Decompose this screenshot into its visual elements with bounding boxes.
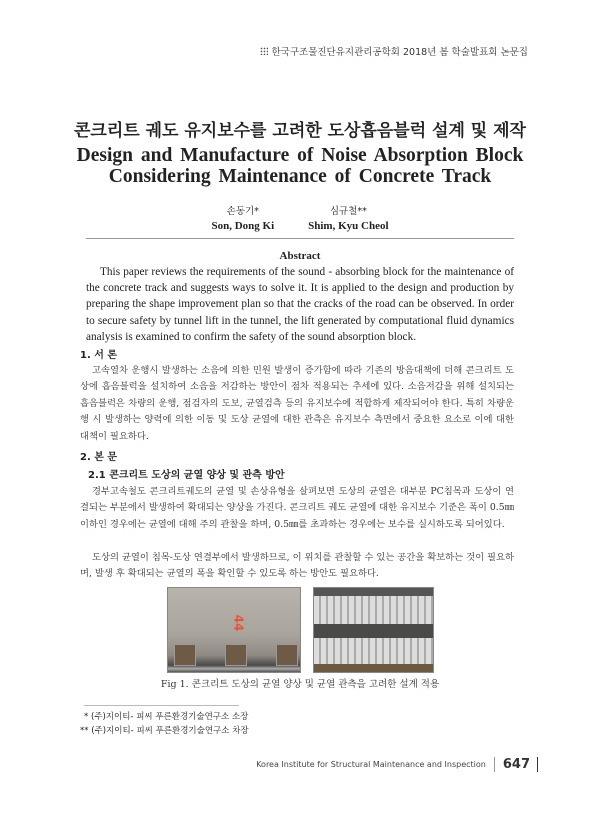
footer-institute: Korea Institute for Structural Maintenance and Inspection <box>256 760 486 769</box>
page-footer <box>256 757 538 772</box>
section-heading-body: 2. 본 문 <box>80 452 118 463</box>
body-paragraph-2: 도상의 균열이 침목-도상 연결부에서 발생하므로, 이 위치를 관찰할 수 있는 공간을 확보하는 것이 필요하며, 발생 후 확대되는 균열의 폭을 확인할 수 있도록 하는 방안도 필요하다. <box>80 552 514 580</box>
footnote-divider <box>84 705 239 706</box>
track-marking: 44 <box>231 614 246 632</box>
fastener <box>276 644 298 666</box>
english-title-line2: Considering Maintenance of Concrete Track <box>108 166 492 187</box>
author-english: Son, Dong Ki <box>211 220 275 232</box>
abstract-heading: Abstract <box>279 250 321 262</box>
footnote-2: ** (주)지이티- 피씨 푸른환경기술연구소 차장 <box>80 726 249 736</box>
journal-name: 한국구조물진단유지관리공학회 2018년 봄 학술발표회 논문집 <box>271 47 528 58</box>
ground <box>314 664 433 672</box>
author-korean: 손동기* <box>226 206 259 217</box>
running-header <box>260 44 528 58</box>
fastener <box>174 644 196 666</box>
intro-paragraph: 고속열차 운행시 발생하는 소음에 의한 민원 발생이 증가함에 따라 기존의 방음대책에 더해 콘크리트 도상에 흡음블럭을 설치하여 소음을 저감하는 방안이 점차 적용되는 추세에 있다. 소음저감을 위해 설치되는 흡음블럭은 차량의 운행, 점검자의 도보, 균열검측 등의 유지보수에 적합하게 제작되어야 한다. 특히 차량운행 시 발생하는 양력에 의한 이동 및 도상 균열에 대한 관측은 유지보수 측면에서 중요한 요소로 이에 대한 대책이 필요하다. <box>80 365 514 442</box>
body-paragraph-1: 경부고속철도 콘크리트궤도의 균열 및 손상유형을 살펴보면 도상의 균열은 대부분 PC침목과 도상이 연결되는 부분에서 발생하여 확대되는 양상을 가진다. 콘크리트 궤도 균열에 대한 유지보수 기준은 폭이 0.5㎜이하인 경우에는 균열에 대해 주의 관찰을 하며, 0.5㎜를 초과하는 경우에는 보수를 실시하도록 되어있다. <box>80 486 514 530</box>
page-number: 647 <box>494 757 538 772</box>
footnote-1: * (주)지이티- 피씨 푸른환경기술연구소 소장 <box>84 712 249 722</box>
english-title-line1: Design and Manufacture of Noise Absorption Block <box>76 145 524 166</box>
figure-caption: Fig 1. 콘크리트 도상의 균열 양상 및 균열 관측을 고려한 설계 적용 <box>160 679 440 690</box>
authors <box>0 205 600 233</box>
author-english: Shim, Kyu Cheol <box>308 220 389 232</box>
author <box>211 205 274 233</box>
divider <box>86 238 514 239</box>
figure-crack-photo <box>167 587 301 673</box>
abstract-text: This paper reviews the requirements of the sound - absorbing block for the maintenance of the concrete track and suggests ways to solve it. It is applied to the design and production by preparing the shape improvement plan so that the cracks of the road can be observed. In order to secure safety by tunnel lift in the tunnel, the lift generated by computational fluid dynamics analysis is examined to confirm the safety of the sound absorption block. <box>86 266 514 343</box>
figure-absorption-block-photo <box>313 587 434 673</box>
korean-title: 콘크리트 궤도 유지보수를 고려한 도상흡음블럭 설계 및 제작 <box>74 121 526 141</box>
subsection-heading: 2.1 콘크리트 도상의 균열 양상 및 관측 방안 <box>88 470 285 481</box>
section-heading-intro: 1. 서 론 <box>80 350 118 361</box>
author <box>308 205 388 233</box>
author-korean: 심규철** <box>329 206 367 217</box>
fastener <box>225 644 247 666</box>
rail <box>314 588 433 596</box>
rail <box>314 624 433 638</box>
bullet-icon <box>260 47 268 55</box>
